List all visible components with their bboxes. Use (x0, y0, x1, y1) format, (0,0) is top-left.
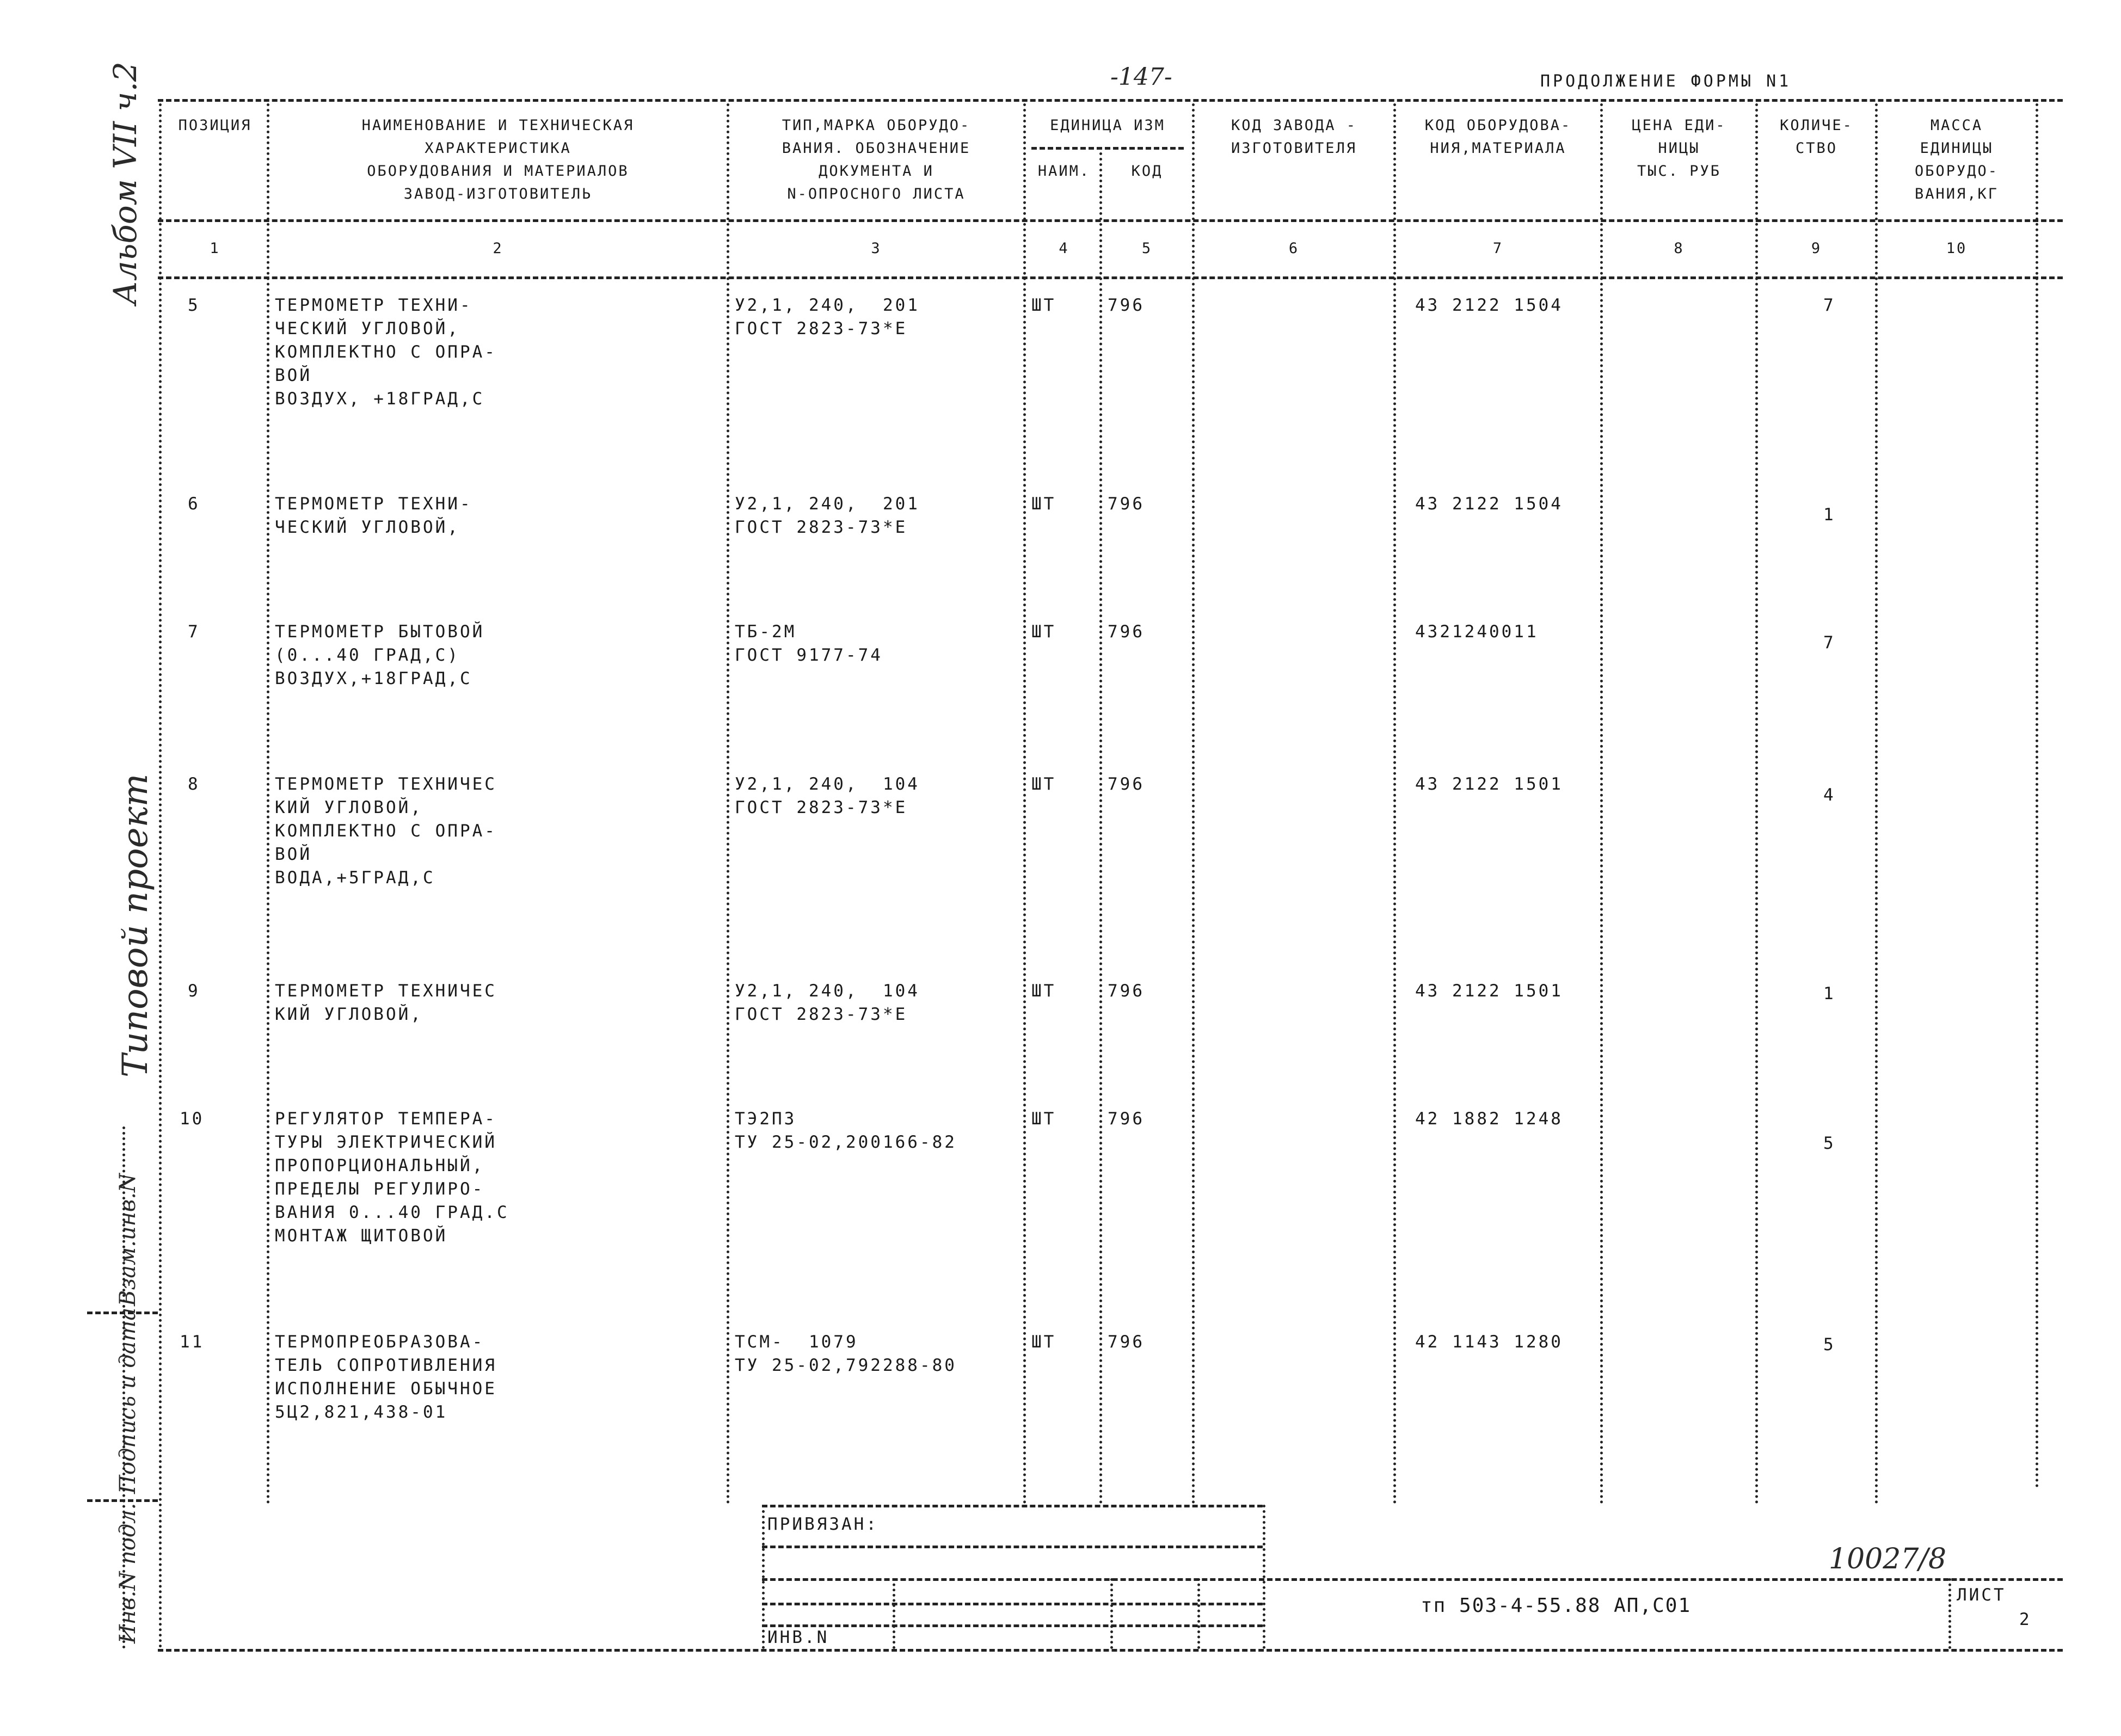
row-11-unit: ШТ (1031, 1332, 1056, 1352)
row-9-unit-code: 796 (1108, 981, 1145, 1001)
header-col-4: ЕДИНИЦА ИЗМ (1050, 117, 1165, 134)
col-number-6: 6 (1288, 240, 1300, 257)
rule-unit-split (1031, 147, 1184, 150)
stamp-rule-5 (762, 1624, 1263, 1627)
row-5-position: 5 (188, 296, 200, 315)
stamp-doc-code: тп 503-4-55.88 АП,С01 (1421, 1595, 1692, 1617)
row-11-type: ТСМ- 1079 ТУ 25-02,792288-80 (735, 1332, 957, 1375)
side-album-label: Альбом VII ч.2 (107, 61, 144, 305)
side-inv-no-sub-label: Инв.N подл. (115, 1503, 140, 1643)
row-5-type: У2,1, 240, 201 ГОСТ 2823-73*Е (735, 296, 920, 338)
stamp-rule-3 (762, 1578, 2063, 1581)
col-sep-9 (1755, 103, 1758, 1505)
col-number-4: 4 (1059, 240, 1069, 257)
rule-bottom (158, 1649, 2063, 1652)
col-number-1: 1 (210, 240, 220, 257)
row-10-unit: ШТ (1031, 1109, 1056, 1129)
row-8-type: У2,1, 240, 104 ГОСТ 2823-73*Е (735, 774, 920, 817)
margin-split-2 (87, 1499, 158, 1502)
stamp-rule-2 (762, 1546, 1263, 1548)
row-8-unit: ШТ (1031, 774, 1056, 794)
row-11-unit-code: 796 (1108, 1332, 1145, 1352)
header-col-2: НАИМЕНОВАНИЕ И ТЕХНИЧЕСКАЯ ХАРАКТЕРИСТИКА ОБОРУДОВАНИЯ И МАТЕРИАЛОВ ЗАВОД-ИЗГОТОВИТЕЛЬ (361, 117, 635, 202)
col-sep-10 (1875, 103, 1878, 1505)
row-5-unit: ШТ (1031, 296, 1056, 315)
row-10-position: 10 (180, 1109, 205, 1129)
row-10-unit-code: 796 (1108, 1109, 1145, 1129)
side-project-label: Типовой проект (115, 773, 156, 1078)
row-6-type: У2,1, 240, 201 ГОСТ 2823-73*Е (735, 494, 920, 537)
row-7-unit: ШТ (1031, 622, 1056, 642)
rule-header-bottom (158, 219, 2063, 222)
side-replace-inv-label: Взам.инв.N (115, 1173, 140, 1306)
margin-rule (122, 1126, 125, 1649)
row-10-type: ТЭ2П3 ТУ 25-02,200166-82 (735, 1109, 957, 1152)
col-number-10: 10 (1946, 240, 1968, 257)
col-sep-5 (1099, 147, 1102, 1505)
header-col-6: КОД ЗАВОДА - ИЗГОТОВИТЕЛЯ (1231, 117, 1357, 157)
margin-split-1 (87, 1312, 158, 1314)
col-sep-8 (1600, 103, 1603, 1505)
row-6-unit-code: 796 (1108, 494, 1145, 514)
stamp-handwritten-number: 10027/8 (1829, 1543, 1947, 1575)
col-sep-3 (727, 103, 729, 1505)
col-number-9: 9 (1811, 240, 1822, 257)
row-5-unit-code: 796 (1108, 296, 1145, 315)
row-9-qty: 1 (1823, 984, 1836, 1004)
stamp-rule-4 (762, 1603, 1263, 1605)
row-10-qty: 5 (1823, 1134, 1836, 1153)
stamp-sheet-label: ЛИСТ (1957, 1585, 2006, 1605)
stamp-sep-left (762, 1505, 765, 1649)
header-col-4-sub: НАИМ. (1037, 163, 1091, 180)
row-9-name: ТЕРМОМЕТР ТЕХНИЧЕС КИЙ УГЛОВОЙ, (275, 981, 497, 1024)
row-9-position: 9 (188, 981, 200, 1001)
col-sep-6 (1192, 103, 1195, 1505)
row-11-equip-code: 42 1143 1280 (1415, 1332, 1563, 1352)
row-5-equip-code: 43 2122 1504 (1415, 296, 1563, 315)
row-11-position: 11 (180, 1332, 205, 1352)
row-7-name: ТЕРМОМЕТР БЫТОВОЙ (0...40 ГРАД,С) ВОЗДУХ,+18ГРАД,С (275, 622, 485, 688)
row-6-unit: ШТ (1031, 494, 1056, 514)
row-6-qty: 1 (1823, 505, 1836, 525)
header-col-9: КОЛИЧЕ- СТВО (1780, 117, 1853, 157)
row-8-position: 8 (188, 774, 200, 794)
row-8-name: ТЕРМОМЕТР ТЕХНИЧЕС КИЙ УГЛОВОЙ, КОМПЛЕКТНО С ОПРА- ВОЙ ВОДА,+5ГРАД,С (275, 774, 497, 888)
row-9-equip-code: 43 2122 1501 (1415, 981, 1563, 1001)
stamp-sep-b (1110, 1578, 1113, 1649)
row-8-equip-code: 43 2122 1501 (1415, 774, 1563, 794)
header-col-3: ТИП,МАРКА ОБОРУДО- ВАНИЯ. ОБОЗНАЧЕНИЕ ДОКУМЕНТА И N-ОПРОСНОГО ЛИСТА (782, 117, 971, 202)
row-8-unit-code: 796 (1108, 774, 1145, 794)
col-number-3: 3 (871, 240, 882, 257)
col-sep-7 (1393, 103, 1396, 1505)
header-col-8: ЦЕНА ЕДИ- НИЦЫ ТЫС. РУБ (1632, 117, 1726, 180)
col-number-7: 7 (1492, 240, 1504, 257)
col-number-8: 8 (1674, 240, 1684, 257)
continuation-label: ПРОДОЛЖЕНИЕ ФОРМЫ N1 (1540, 72, 1792, 91)
row-6-name: ТЕРМОМЕТР ТЕХНИ- ЧЕСКИЙ УГЛОВОЙ, (275, 494, 472, 537)
col-number-5: 5 (1141, 240, 1153, 257)
row-8-qty: 4 (1823, 785, 1836, 805)
row-7-position: 7 (188, 622, 200, 642)
row-10-equip-code: 42 1882 1248 (1415, 1109, 1563, 1129)
col-number-2: 2 (493, 240, 503, 257)
col-sep-2 (267, 103, 269, 1505)
row-7-qty: 7 (1823, 633, 1836, 652)
col-sep-1 (159, 103, 162, 1649)
row-6-position: 6 (188, 494, 200, 514)
rule-top (158, 99, 2063, 102)
stamp-sep-c (1197, 1578, 1200, 1649)
stamp-rule-1 (762, 1505, 1263, 1507)
stamp-attached-label: ПРИВЯЗАН: (767, 1515, 878, 1534)
row-10-name: РЕГУЛЯТОР ТЕМПЕРА- ТУРЫ ЭЛЕКТРИЧЕСКИЙ ПРОПОРЦИОНАЛЬНЫЙ, ПРЕДЕЛЫ РЕГУЛИРО- ВАНИЯ 0...40 ГРАД.С МОНТАЖ ЩИТОВОЙ (275, 1109, 509, 1246)
row-7-equip-code: 4321240011 (1415, 622, 1539, 642)
stamp-inv-label: ИНВ.N (767, 1628, 829, 1647)
side-signature-date-label: Подпись и дата (115, 1307, 140, 1494)
row-9-unit: ШТ (1031, 981, 1056, 1001)
row-11-qty: 5 (1823, 1335, 1836, 1355)
header-col-5: КОД (1131, 163, 1163, 180)
row-6-equip-code: 43 2122 1504 (1415, 494, 1563, 514)
row-7-type: ТБ-2М ГОСТ 9177-74 (735, 622, 883, 665)
row-9-type: У2,1, 240, 104 ГОСТ 2823-73*Е (735, 981, 920, 1024)
header-col-10: МАССА ЕДИНИЦЫ ОБОРУДО- ВАНИЯ,КГ (1914, 117, 1999, 202)
row-5-name: ТЕРМОМЕТР ТЕХНИ- ЧЕСКИЙ УГЛОВОЙ, КОМПЛЕКТНО С ОПРА- ВОЙ ВОЗДУХ, +18ГРАД,С (275, 296, 497, 409)
rule-colnum-bottom (158, 276, 2063, 279)
row-5-qty: 7 (1823, 296, 1836, 315)
stamp-sheet-number: 2 (2019, 1610, 2032, 1629)
stamp-sep-sheet (1948, 1578, 1951, 1649)
row-11-name: ТЕРМОПРЕОБРАЗОВА- ТЕЛЬ СОПРОТИВЛЕНИЯ ИСПОЛНЕНИЕ ОБЫЧНОЕ 5Ц2,821,438-01 (275, 1332, 497, 1422)
col-sep-4 (1023, 103, 1026, 1505)
row-7-unit-code: 796 (1108, 622, 1145, 642)
col-sep-right (2036, 103, 2038, 1488)
header-col-7: КОД ОБОРУДОВА- НИЯ,МАТЕРИАЛА (1424, 117, 1572, 157)
page-number: -147- (1110, 63, 1172, 91)
stamp-sep-right (1263, 1505, 1265, 1649)
header-col-1: ПОЗИЦИЯ (178, 117, 252, 134)
stamp-sep-a (893, 1578, 895, 1649)
